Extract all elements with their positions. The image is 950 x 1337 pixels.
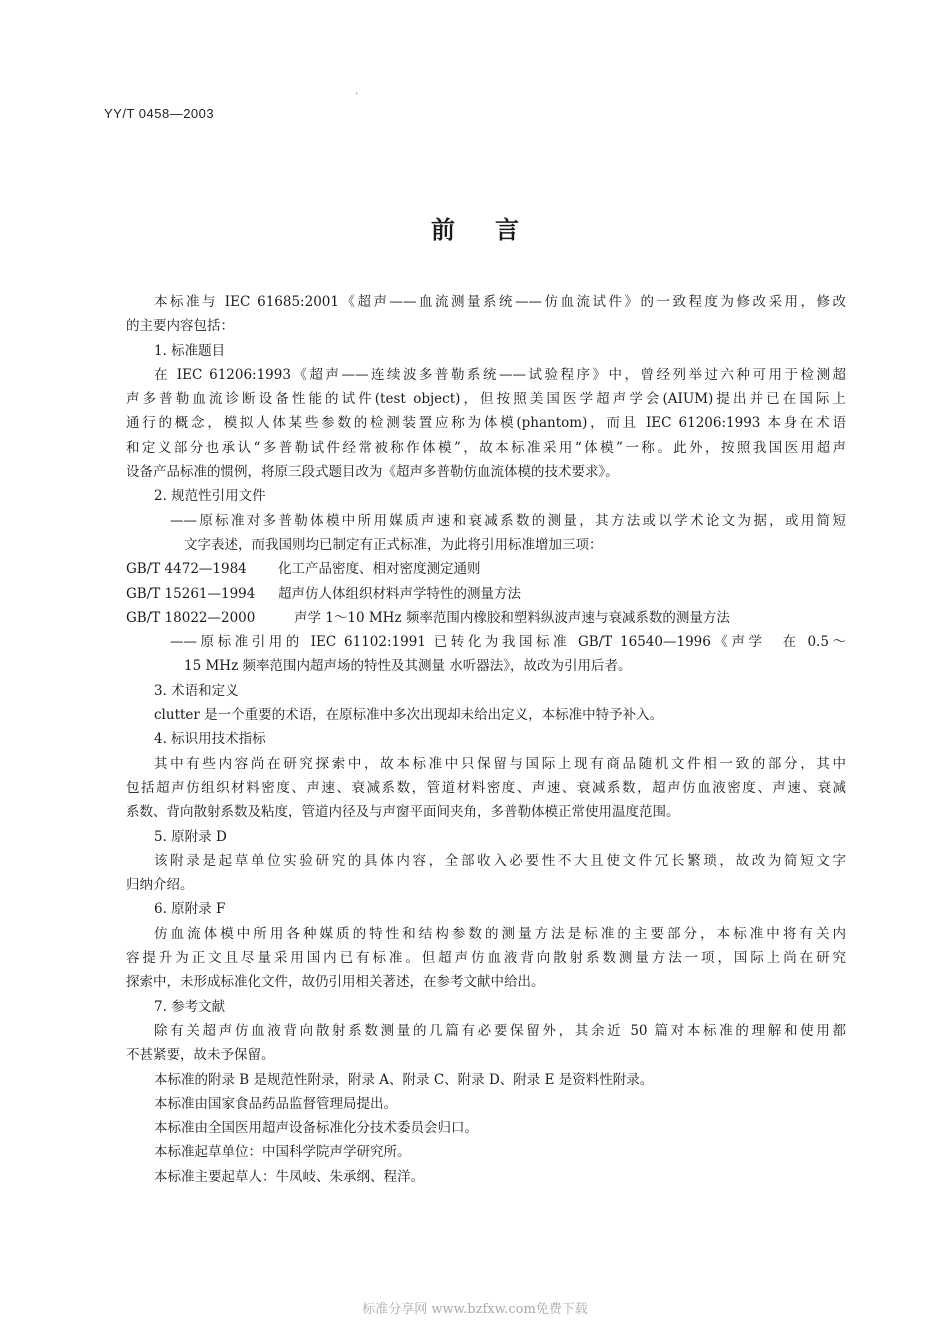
section-heading: 6. 原附录 F [154,901,226,918]
paragraph-line: 系数、背向散射系数及粘度，管道内径及与声窗平面间夹角，多普勒体模正常使用温度范围。 [126,804,680,821]
reference-code: GB/T 18022—2000 [126,609,256,626]
reference-code: GB/T 4472—1984 [126,561,247,578]
paragraph-line: 容提升为正文且尽量采用国内已有标准。但超声仿血液背向散射系数测量方法一项，国际上尚在研究 [126,950,846,967]
document-body [126,290,846,1189]
reference-title: 声学 1～10 MHz 频率范围内橡胶和塑料纵波声速与衰减系数的测量方法 [294,609,730,626]
footer-watermark: 标准分享网 www.bzfxw.com免费下载 [362,1302,588,1317]
paragraph-line: 除有关超声仿血液背向散射系数测量的几篇有必要保留外，其余近 50 篇对本标准的理解和使用都 [154,1022,846,1039]
section-heading: 3. 术语和定义 [154,682,239,699]
paragraph-line: 归纳介绍。 [126,877,194,894]
paragraph-line: 包括超声仿组织材料密度、声速、衰减系数，管道材料密度、声速、衰减系数，超声仿血液密度、声速、衰减 [126,779,846,796]
reference-title: 超声仿人体组织材料声学特性的测量方法 [278,585,521,602]
paragraph-line: 探索中，未形成标准化文件，故仍引用相关著述，在参考文献中给出。 [126,974,545,991]
page-title: 前言 [431,216,559,244]
paragraph-line: 和定义部分也承认“多普勒试件经常被称作体模”，故本标准采用“体模”一称。此外，按照我国医用超声 [126,439,846,456]
reference-row [126,557,846,581]
paragraph-line: 仿血流体模中所用各种媒质的特性和结构参数的测量方法是标准的主要部分，本标准中将有关内 [154,925,846,942]
reference-title: 化工产品密度、相对密度测定通则 [278,561,481,578]
paragraph-line: 本标准主要起草人：牛凤岐、朱承纲、程洋。 [154,1168,424,1185]
paragraph-line: 在 IEC 61206:1993《超声——连续波多普勒系统——试验程序》中，曾经列举过六种可用于检测超 [154,366,846,383]
dash-item-line: 15 MHz 频率范围内超声场的特性及其测量 水听器法》，故改为引用后者。 [184,658,632,675]
paragraph-line: 本标准与 IEC 61685:2001《超声——血流测量系统——仿血流试件》的一致程度为修改采用，修改 [154,294,846,310]
reference-row [126,582,846,606]
paragraph-line: 本标准由全国医用超声设备标准化分技术委员会归口。 [154,1120,478,1137]
dash-item-line: ——原标准引用的 IEC 61102:1991 已转化为我国标准 GB/T 16540—1996《声学 在 0.5～ [170,634,846,651]
paragraph-line: 通行的概念，模拟人体某些参数的检测装置应称为体模(phantom)，而且 IEC 61206:1993 本身在术语 [126,415,846,432]
section-heading: 1. 标准题目 [154,342,226,359]
paragraph-line: 本标准由国家食品药品监督管理局提出。 [154,1095,397,1112]
paragraph-line: clutter 是一个重要的术语，在原标准中多次出现却未给出定义，本标准中特予补入。 [154,707,664,724]
section-heading: 5. 原附录 D [154,828,227,845]
paragraph-line: 声多普勒血流诊断设备性能的试件(test object)，但按照美国医学超声学会(AIUM)提出并已在国际上 [126,391,846,408]
paragraph-line: 设备产品标准的惯例，将原三段式题目改为《超声多普勒仿血流体模的技术要求》。 [126,464,619,481]
paragraph-line: 的主要内容包括： [126,318,234,335]
reference-code: GB/T 15261—1994 [126,585,256,602]
paragraph-line: 该附录是起草单位实验研究的具体内容，全部收入必要性不大且使文件冗长繁琐，故改为简短文字 [154,852,846,869]
paragraph-line: 本标准的附录 B 是规范性附录，附录 A、附录 C、附录 D、附录 E 是资料性附录。 [154,1071,654,1088]
section-heading: 7. 参考文献 [154,998,226,1015]
section-heading: 4. 标识用技术指标 [154,731,266,748]
paragraph-line: 不甚紧要，故未予保留。 [126,1047,275,1064]
section-heading: 2. 规范性引用文件 [154,488,266,505]
paragraph-line: 本标准起草单位：中国科学院声学研究所。 [154,1144,411,1161]
dash-item-line: ——原标准对多普勒体模中所用媒质声速和衰减系数的测量，其方法或以学术论文为据，或用简短 [170,512,846,529]
reference-row [126,606,846,630]
paragraph-line: 其中有些内容尚在研究探索中，故本标准中只保留与国际上现有商品随机文件相一致的部分，其中 [154,755,846,772]
standard-code: YY/T 0458—2003 [104,106,215,121]
dash-item-line: 文字表述，而我国则均已制定有正式标准，为此将引用标准增加三项： [184,536,603,553]
stray-mark: . [355,86,359,97]
